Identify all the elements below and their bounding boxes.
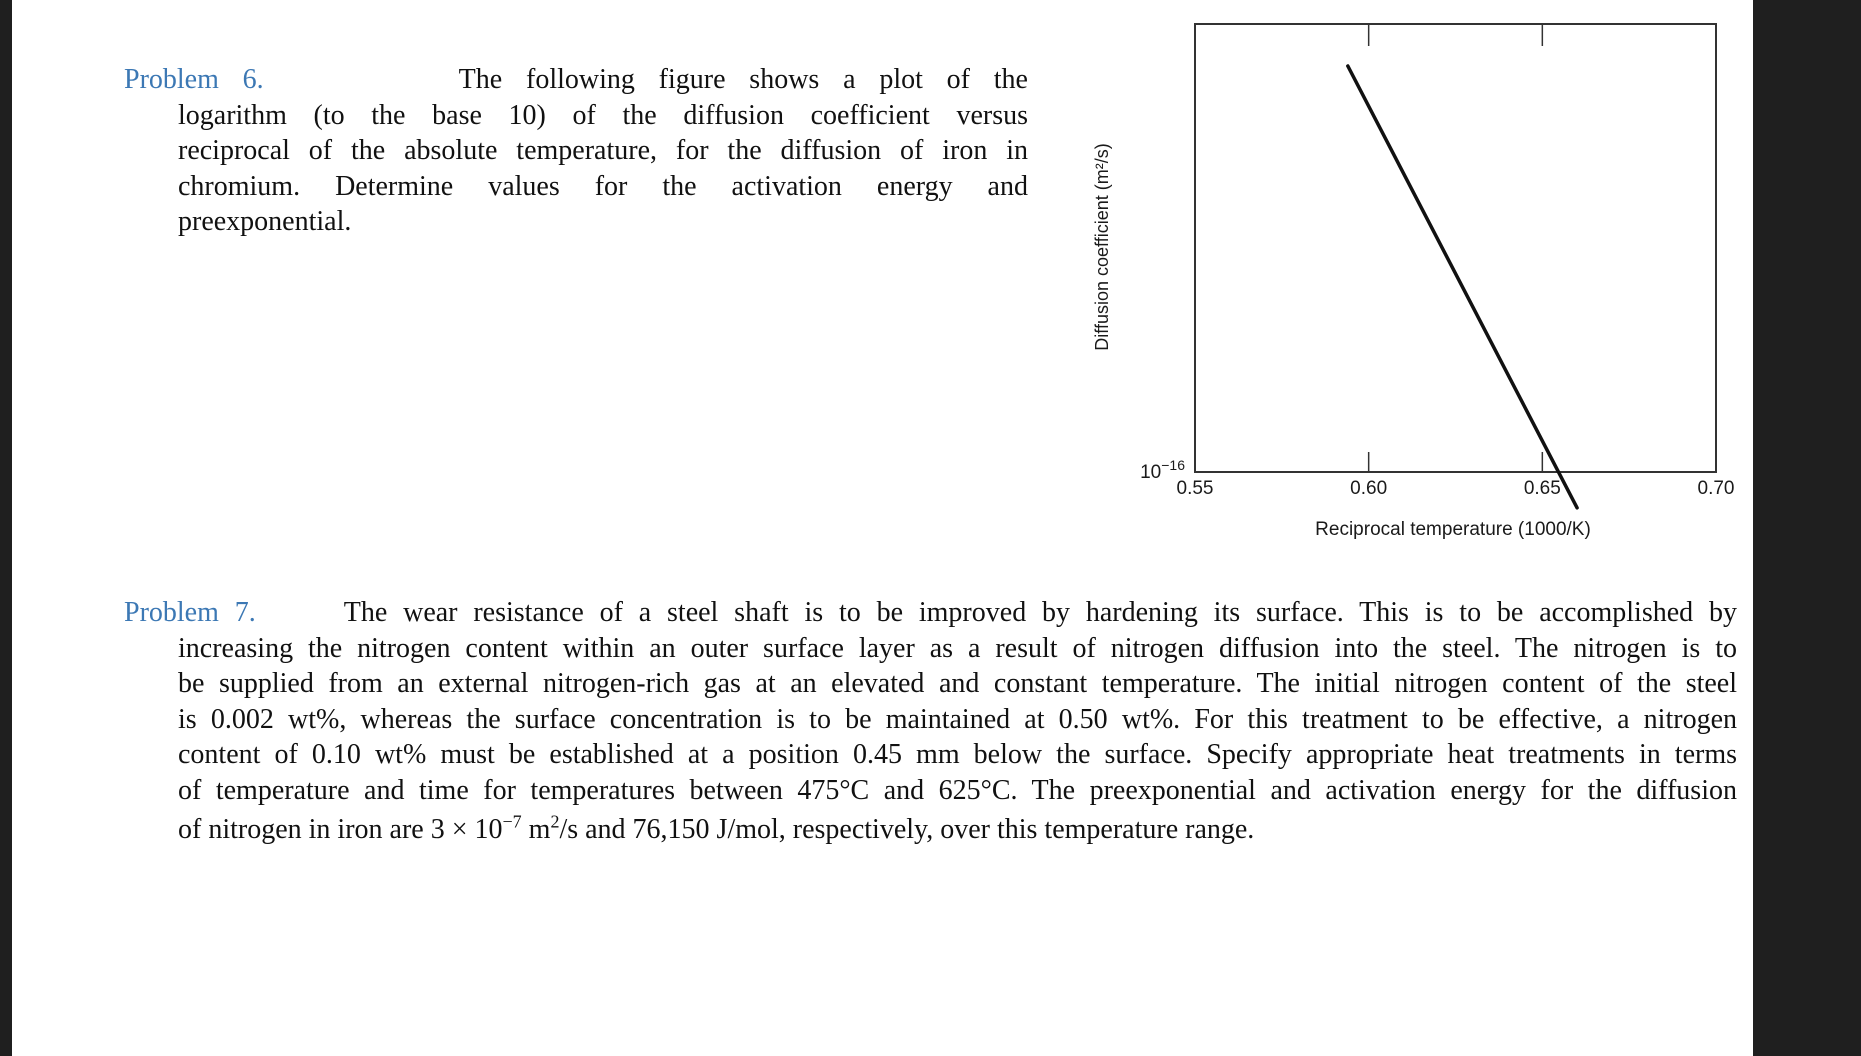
right-window-edge [1753,0,1861,1056]
x-tick-label: 0.70 [1697,478,1735,499]
exponent: −7 [502,811,522,832]
problem-7-body [178,631,1737,848]
x-tick-label: 0.65 [1523,478,1561,499]
problem-7-first-line [124,595,1737,631]
problem-6-line: chromium. Determine values for the activation energy and [178,170,1028,202]
problem-6-line: preexponential. [178,206,352,237]
problem-6-line: logarithm (to the base 10) of the diffusion coefficient versus [178,99,1028,131]
y-tick-label: $10^{-16}$ [1140,457,1185,483]
x-axis-label: Reciprocal temperature (1000/K) [1315,519,1591,540]
problem-7-line: be supplied from an external nitrogen-rich gas at an elevated and constant temperature. The initial nitrogen content of the steel [178,668,1737,699]
x-tick-label: 0.60 [1350,478,1388,499]
problem-7-line: content of 0.10 wt% must be established at a position 0.45 mm below the surface. Specify appropriate heat treatments in terms [178,739,1737,770]
problem-6-body [178,98,1028,240]
plot-frame [1195,24,1716,472]
squared-superscript: 2 [550,811,560,832]
left-window-edge [0,0,12,1056]
problem-7-last-text-c: /s and 76,150 J/mol, respectively, over this temperature range. [559,814,1255,845]
problem-7-last-text-a: of nitrogen in iron are 3 × 10 [178,814,503,845]
problem-6-line: reciprocal of the absolute temperature, for the diffusion of iron in [178,135,1028,166]
problem-7-line: increasing the nitrogen content within an outer surface layer as a result of nitrogen diffusion into the steel. The nitrogen is to [178,632,1737,664]
problem-7-last-text-b: m [521,814,551,845]
problem-6-first-text: The following figure shows a plot of the [458,64,1028,95]
problem-7-line: is 0.002 wt%, whereas the surface concentration is to be maintained at 0.50 wt%. For this treatment to be effective, a nitrogen [178,703,1737,735]
problem-7-last-line [178,812,1737,848]
problem-6-label: Problem 6. [124,64,264,95]
problem-7-line: of temperature and time for temperatures between 475°C and 625°C. The preexponential and activation energy for the diffusion [178,774,1737,806]
problem-7-label: Problem 7. [124,597,256,628]
y-axis-label: Diffusion coefficient (m²/s) [1092,143,1112,351]
data-series-line [1348,66,1577,508]
problem-6-first-line [124,62,1028,98]
x-tick-label: 0.55 [1176,478,1214,499]
problem-7-first-text: The wear resistance of a steel shaft is to be improved by hardening its surface. This is to be accomplished by [343,597,1737,628]
diffusion-chart [1080,15,1760,555]
